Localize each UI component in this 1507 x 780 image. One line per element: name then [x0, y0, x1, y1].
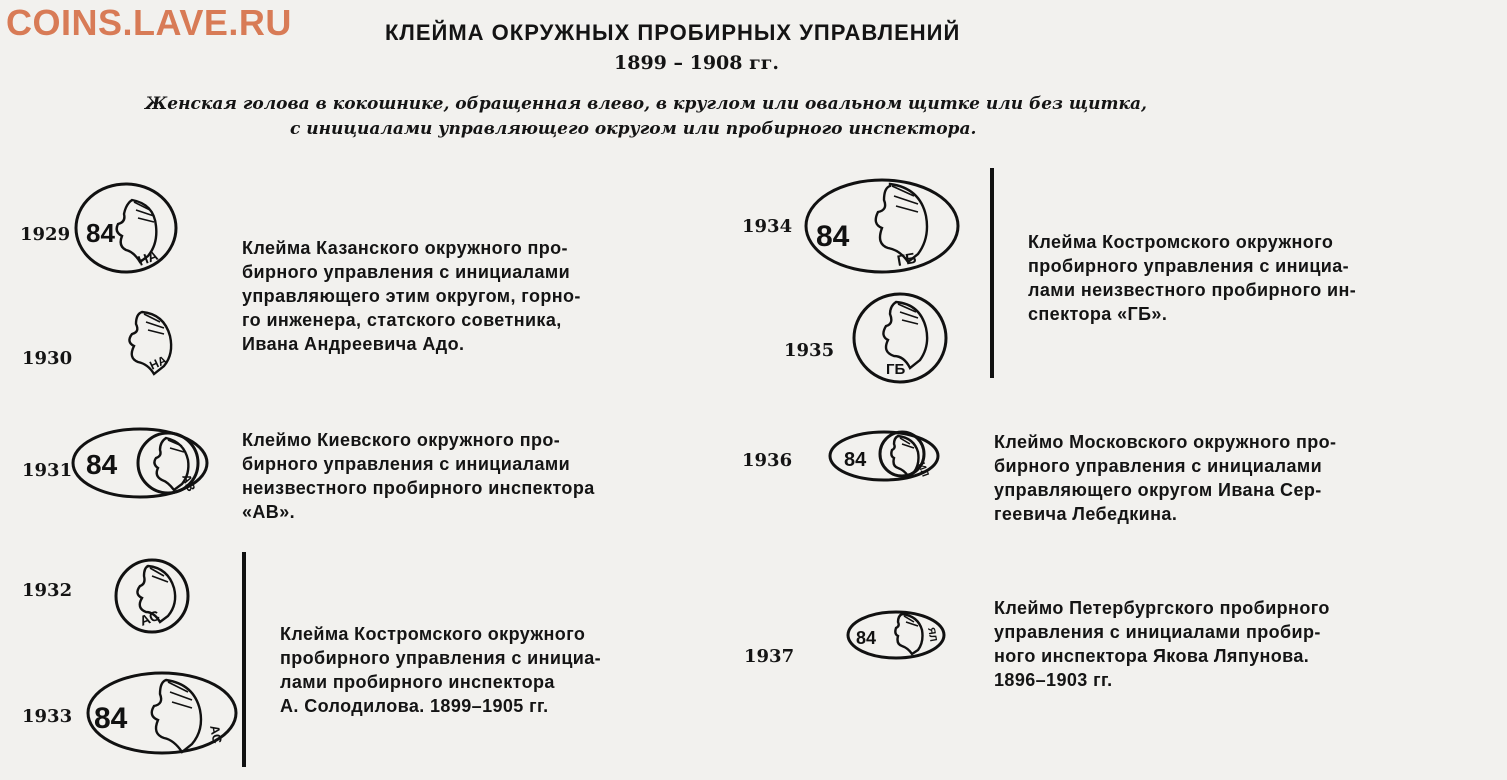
- mark-1936-initials: ИЛ: [915, 461, 931, 479]
- mark-1935-initials: ГБ: [886, 361, 906, 378]
- mark-number-1936: 1936: [742, 450, 793, 471]
- hallmark-round-1935: [850, 290, 950, 386]
- mark-1936-numeral: 84: [844, 449, 867, 471]
- mark-1930-initials: НА: [147, 352, 169, 373]
- hallmark-oval-1933: [84, 670, 240, 756]
- mark-number-1937: 1937: [744, 646, 795, 667]
- hallmark-oval-1937: [844, 608, 948, 662]
- mark-number-1931: 1931: [22, 460, 73, 481]
- mark-number-1929: 1929: [20, 224, 71, 245]
- mark-number-1934: 1934: [742, 216, 793, 237]
- mark-1931-numeral: 84: [86, 449, 118, 480]
- mark-1934-initials: ГБ: [895, 249, 918, 270]
- mark-1937-initials: ЯЛ: [925, 626, 939, 643]
- hallmark-oval-1934: [802, 176, 962, 276]
- mark-number-1935: 1935: [784, 340, 835, 361]
- hallmark-oval-1929: [74, 180, 178, 276]
- hallmark-oval-1931: [70, 426, 210, 500]
- hallmark-head-1930: [112, 306, 184, 378]
- mark-1932-initials: АС: [137, 606, 162, 629]
- mark-1929-initials: НА: [135, 246, 161, 269]
- page-years: 1899 – 1908 гг.: [614, 52, 780, 74]
- mark-1929-numeral: 84: [86, 218, 115, 248]
- description-kostroma-as: Клейма Костромского окружного пробирного управления с инициа- лами пробирного инспектора А. Солодилова. 1899–1905 гг.: [280, 624, 602, 716]
- mark-number-1932: 1932: [22, 580, 73, 601]
- bracket-kostroma-as: [242, 552, 246, 767]
- description-petersburg: Клеймо Петербургского пробирного управления с инициалами пробир- ного инспектора Якова Ляпунова. 1896–1903 гг.: [994, 598, 1330, 690]
- hallmark-oval-1936: [826, 428, 942, 484]
- bleed-through-text: [1180, 30, 1184, 47]
- hallmark-round-1932: [112, 556, 192, 636]
- description-kiev: Клеймо Киевского окружного про- бирного управления с инициалами неизвестного пробирного инспектора «АВ».: [242, 430, 595, 522]
- description-kazan: Клейма Казанского окружного про- бирного управления с инициалами управляющего этим округом, горно- го инженера, статского советника, Ивана Андреевича Адо.: [242, 238, 581, 354]
- description-moscow: Клеймо Московского окружного про- бирного управления с инициалами управляющего округом Ивана Сер- геевича Лебедкина.: [994, 432, 1337, 524]
- mark-1937-numeral: 84: [856, 628, 877, 648]
- bracket-kostroma-gb: [990, 168, 994, 378]
- mark-1934-numeral: 84: [816, 220, 850, 253]
- mark-1933-numeral: 84: [94, 702, 128, 735]
- description-kostroma-gb: Клейма Костромского окружного пробирного управления с инициа- лами неизвестного пробирного ин- спектора «ГБ».: [1028, 232, 1357, 324]
- mark-number-1930: 1930: [22, 348, 73, 369]
- mark-1933-initials: АС: [207, 723, 226, 745]
- mark-number-1933: 1933: [22, 706, 73, 727]
- intro-line-1: Женская голова в кокошнике, обращенная влево, в круглом или овальном щитке или без щитка,: [145, 94, 1147, 114]
- page-title: КЛЕЙМА ОКРУЖНЫХ ПРОБИРНЫХ УПРАВЛЕНИЙ: [385, 20, 961, 45]
- intro-line-2: с инициалами управляющего округом или пробирного инспектора.: [290, 119, 977, 139]
- site-watermark: COINS.LAVE.RU: [6, 2, 292, 43]
- mark-1931-initials: АВ: [179, 472, 199, 494]
